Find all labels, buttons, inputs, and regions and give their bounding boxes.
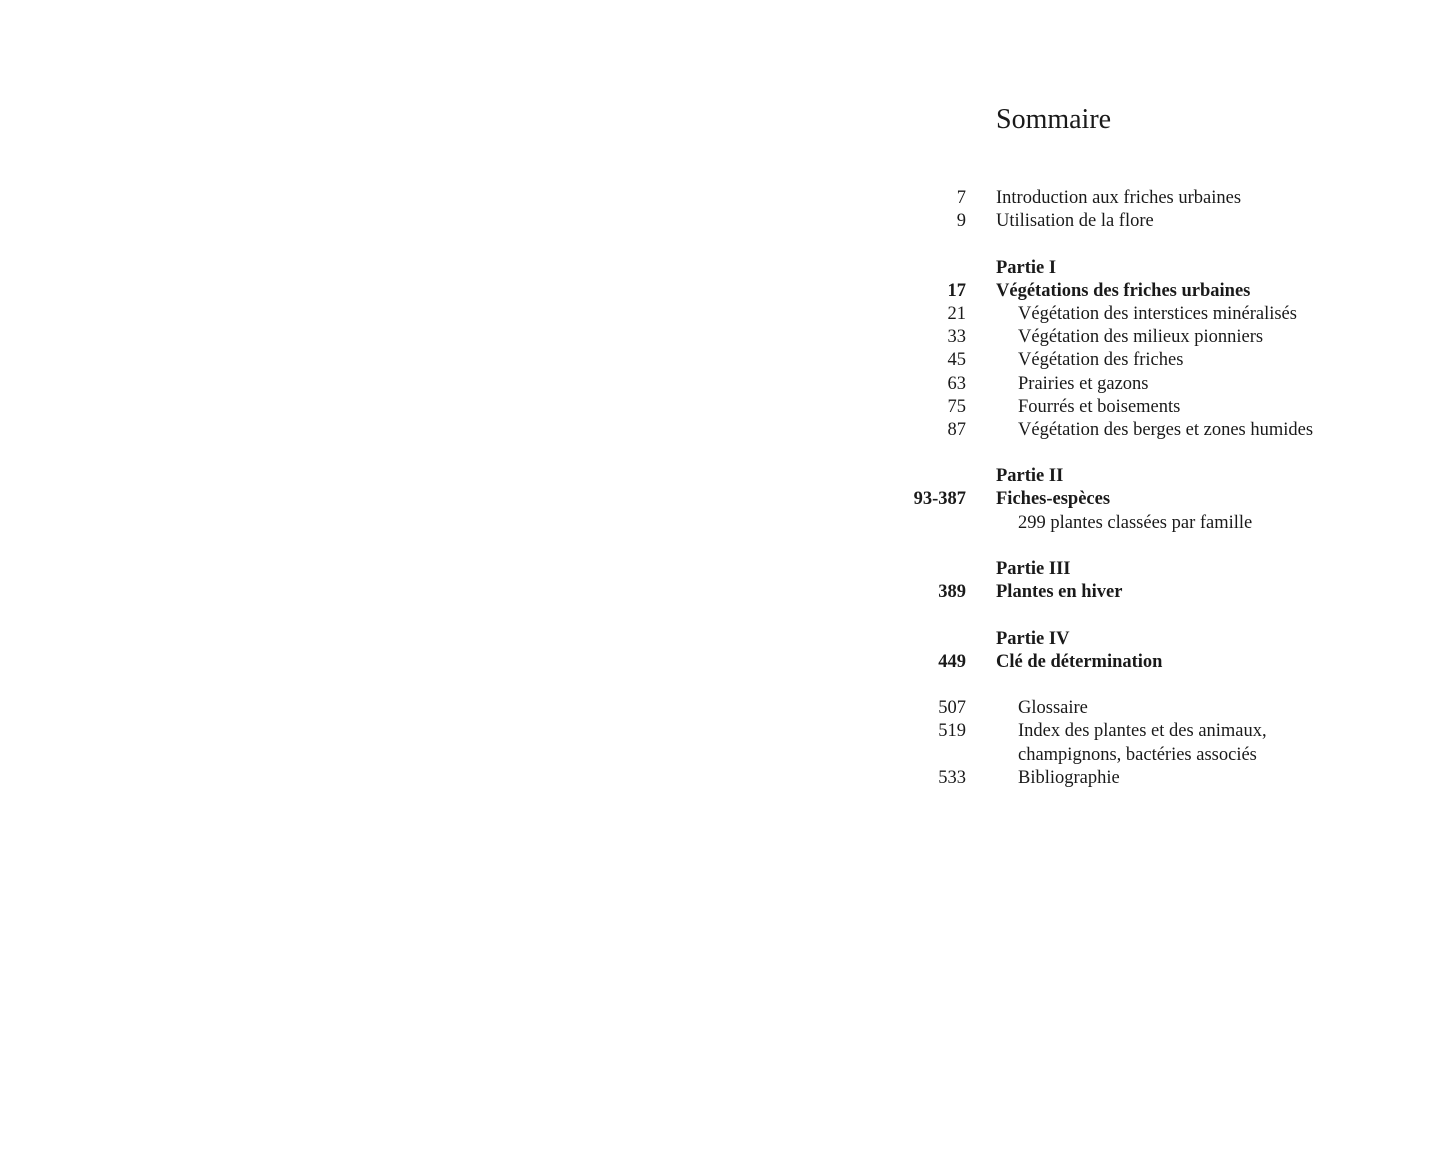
toc-subentry	[900, 767, 1420, 790]
part-label: Partie II	[996, 466, 1064, 487]
section-gap	[900, 604, 1420, 627]
part-label: Partie III	[996, 559, 1071, 579]
toc-entry	[900, 488, 1420, 511]
entry-label: Végétation des berges et zones humides	[1018, 419, 1314, 440]
page-number: 21	[947, 303, 966, 324]
entry-label: Fiches-espèces	[996, 489, 1111, 510]
entry-label: Introduction aux friches urbaines	[996, 188, 1242, 208]
page-number: 33	[947, 327, 966, 348]
entry-label: Fourrés et boisements	[1018, 396, 1181, 417]
entry-label: Végétation des milieux pionniers	[1018, 327, 1264, 348]
entry-label-line-2: champignons, bactéries associés	[1018, 744, 1257, 765]
entry-label: Végétation des interstices minéralisés	[1018, 303, 1297, 324]
entry-label: Prairies et gazons	[1018, 373, 1149, 394]
entry-label: Glossaire	[1018, 698, 1088, 719]
section-gap	[900, 233, 1420, 256]
toc-subentry	[900, 419, 1420, 442]
page-number: 449	[938, 651, 966, 672]
page-number: 519	[938, 721, 966, 742]
page-number: 7	[956, 188, 966, 208]
section-gap	[900, 442, 1420, 465]
toc-entries	[900, 187, 1420, 790]
entry-label: Clé de détermination	[996, 651, 1163, 672]
entry-label: Bibliographie	[1018, 767, 1120, 788]
entry-label: Végétation des friches	[1018, 350, 1184, 371]
page-number: 45	[947, 350, 966, 371]
toc-entry	[900, 651, 1420, 674]
part-label: Partie IV	[996, 628, 1070, 649]
toc-subentry	[900, 326, 1420, 349]
part-heading	[900, 257, 1420, 280]
entry-label: 299 plantes classées par famille	[1018, 512, 1253, 533]
page-number: 533	[938, 767, 966, 788]
entry-label-line-1: Index des plantes et des animaux,	[1018, 721, 1267, 742]
entry-label: Plantes en hiver	[996, 582, 1123, 603]
page-number: 63	[947, 373, 966, 394]
toc-subentry	[900, 512, 1420, 535]
toc-entry	[900, 581, 1420, 604]
toc-subentry	[900, 349, 1420, 372]
part-label: Partie I	[996, 257, 1057, 278]
page-number: 75	[947, 396, 966, 417]
entry-label	[1018, 720, 1267, 766]
toc-entry	[900, 210, 1420, 233]
part-heading	[900, 465, 1420, 488]
page-number: 389	[938, 582, 966, 603]
page-number: 93-387	[913, 489, 966, 510]
part-heading	[900, 558, 1420, 581]
part-heading	[900, 628, 1420, 651]
page-number: 507	[938, 698, 966, 719]
toc-subentry	[900, 720, 1420, 766]
page-number: 17	[947, 280, 966, 301]
entry-label: Utilisation de la flore	[996, 211, 1154, 232]
toc-entry	[900, 280, 1420, 303]
section-gap	[900, 674, 1420, 697]
toc-entry	[900, 187, 1420, 210]
page-title: Sommaire	[996, 104, 1112, 135]
toc-subentry	[900, 697, 1420, 720]
toc-subentry	[900, 396, 1420, 419]
toc-subentry	[900, 373, 1420, 396]
entry-label: Végétations des friches urbaines	[996, 280, 1251, 301]
section-gap	[900, 535, 1420, 558]
page-number: 9	[956, 211, 966, 232]
toc-subentry	[900, 303, 1420, 326]
page-number: 87	[947, 419, 966, 440]
